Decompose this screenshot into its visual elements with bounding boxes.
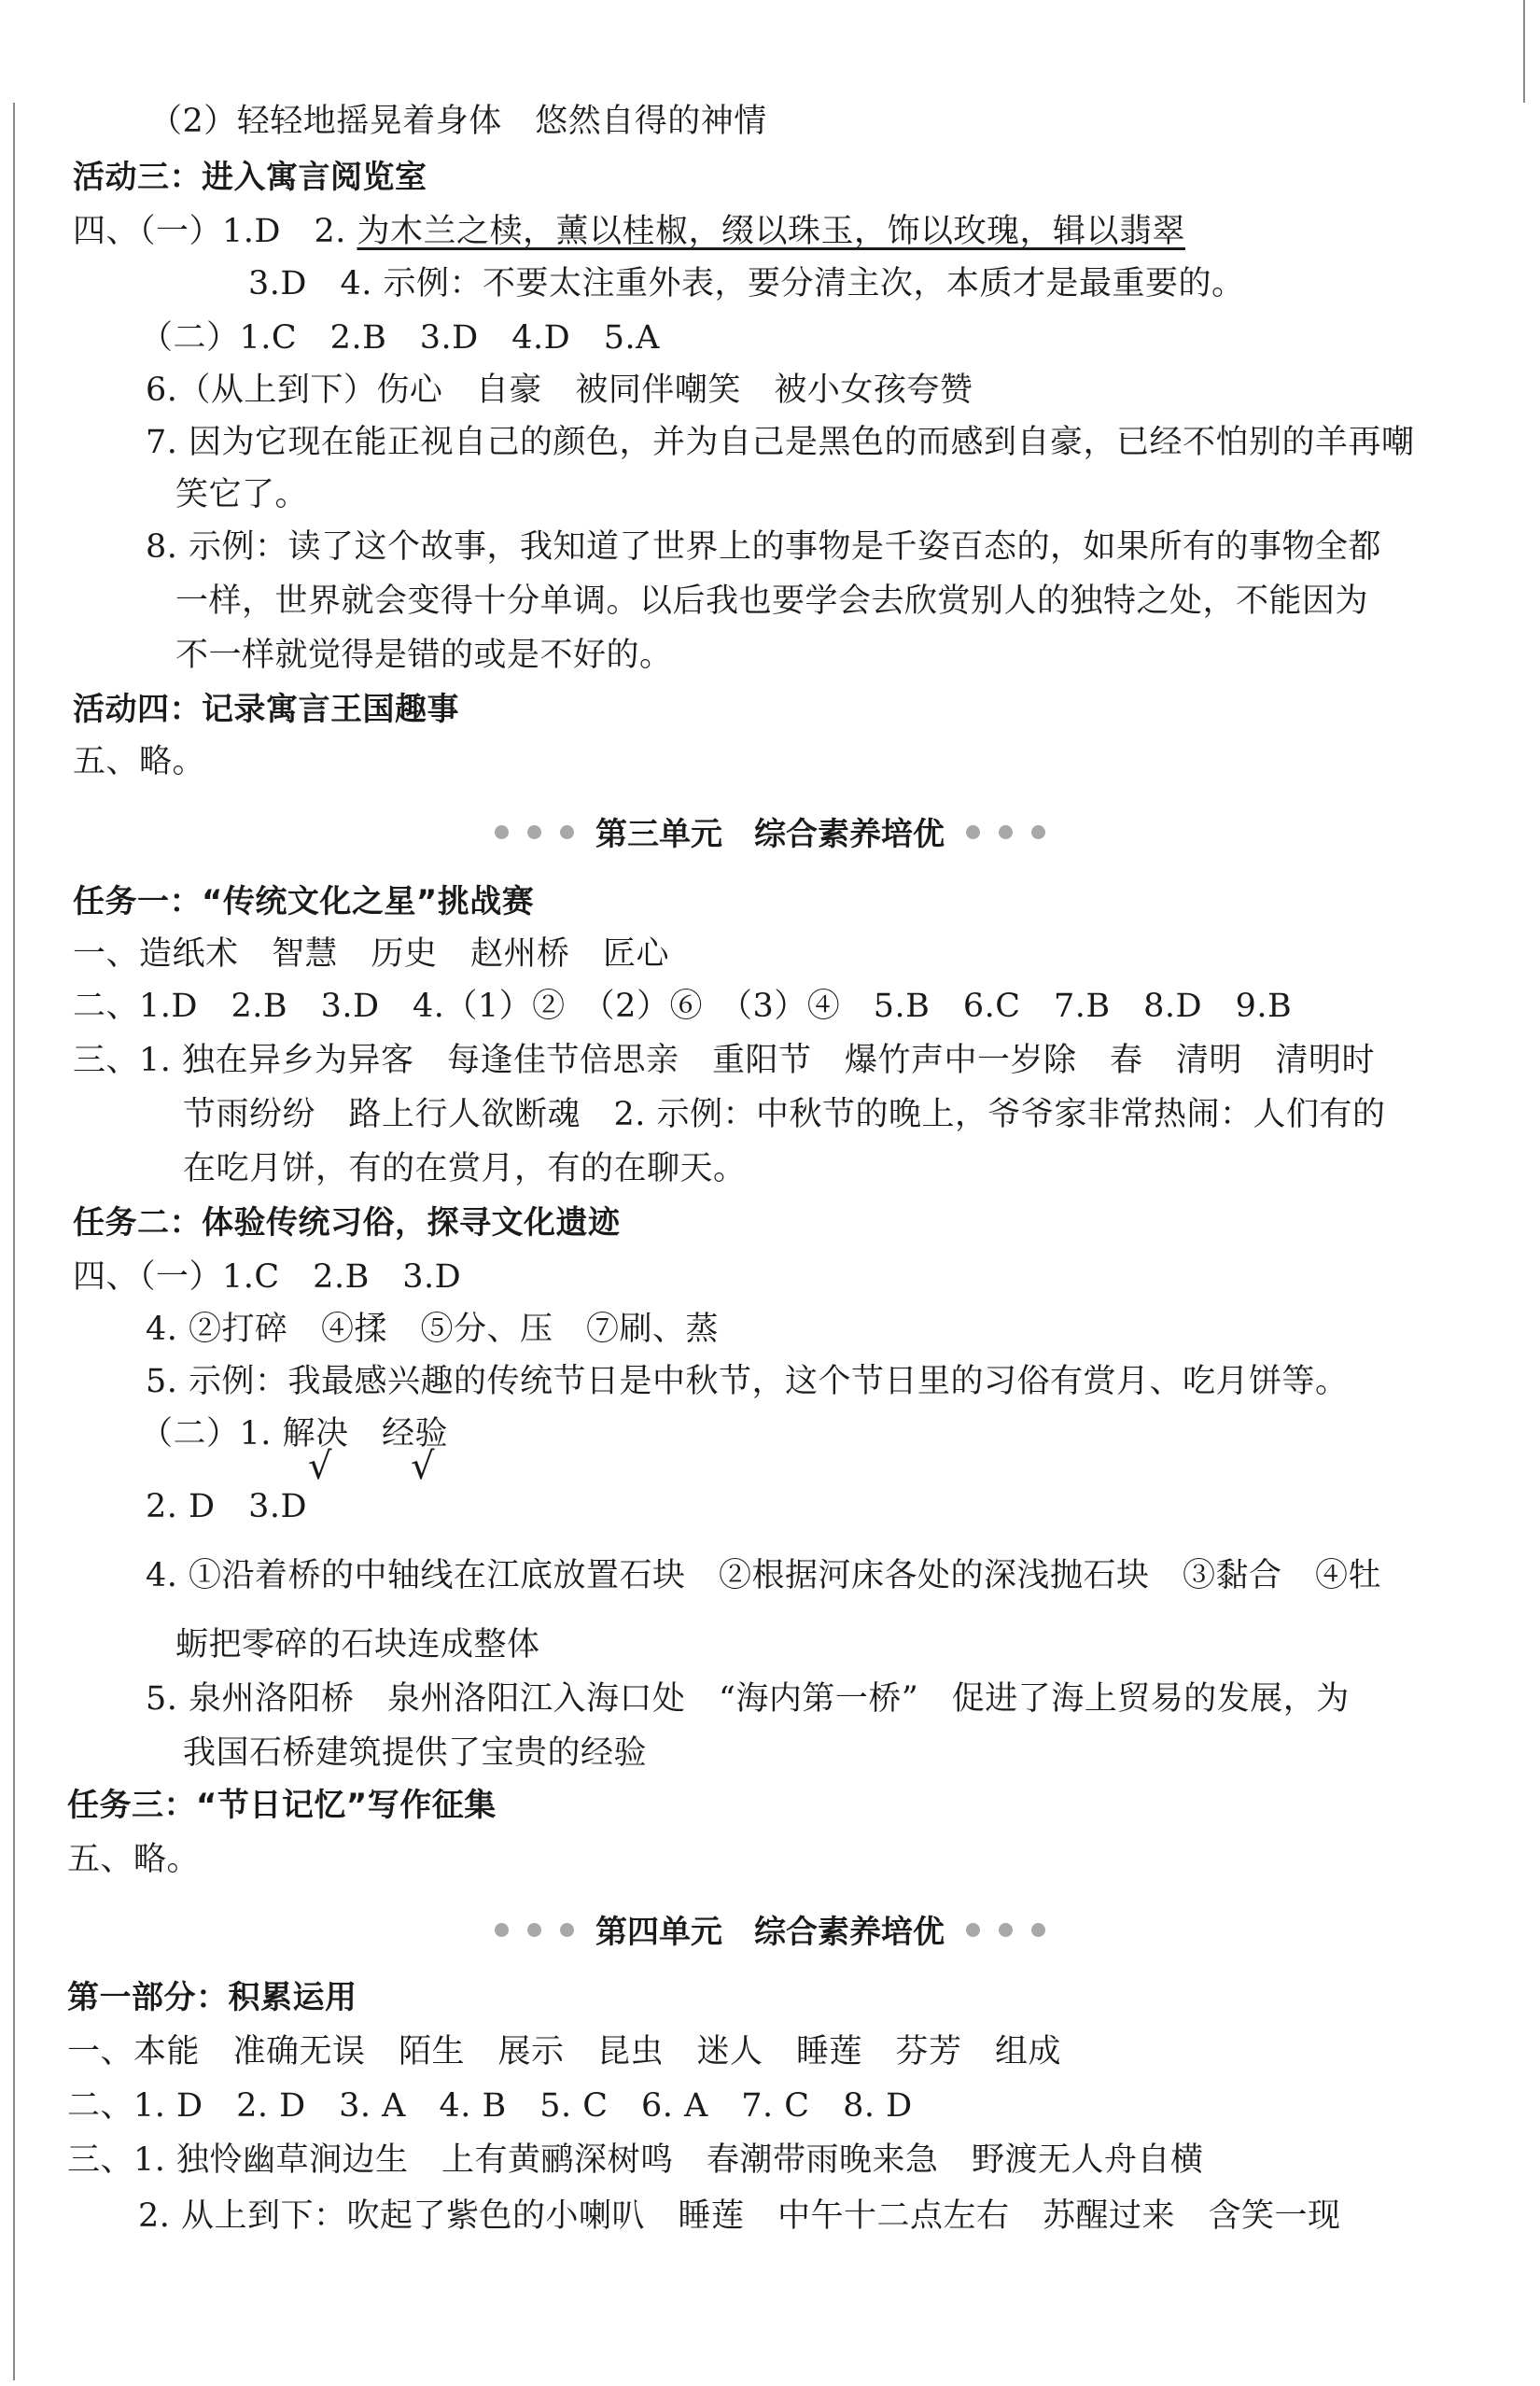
answer-line: 我国石桥建筑提供了宝贵的经验 xyxy=(183,1734,648,1772)
unit4-heading xyxy=(0,1906,1540,1952)
answer-line: 2. D 3.D xyxy=(146,1488,308,1525)
check-mark: √ xyxy=(411,1445,435,1488)
answer-line: 五、略。 xyxy=(73,743,206,780)
answer-line xyxy=(73,211,1185,252)
answer-line: （二）1. 解决 经验 xyxy=(140,1415,449,1453)
answer-line: （2）轻轻地摇晃着身体 悠然自得的神情 xyxy=(149,103,767,140)
task-heading: 任务二：体验传统习俗，探寻文化遗迹 xyxy=(73,1204,621,1242)
check-mark: √ xyxy=(308,1445,332,1488)
heading-dots-right xyxy=(957,1920,1055,1938)
answer-line: 不一样就觉得是错的或是不好的。 xyxy=(175,637,673,674)
heading-dots-right xyxy=(957,822,1055,840)
answer-line: 三、1. 独在异乡为异客 每逢佳节倍思亲 重阳节 爆竹声中一岁除 春 清明 清明时 xyxy=(73,1042,1376,1079)
answer-line: 6.（从上到下）伤心 自豪 被同伴嘲笑 被小女孩夸赞 xyxy=(146,372,973,409)
answer-line: 在吃月饼，有的在赏月，有的在聊天。 xyxy=(183,1150,747,1187)
heading-dots-left xyxy=(485,822,583,840)
answer-line: 二、1. D 2. D 3. A 4. B 5. C 6. A 7. C 8. D xyxy=(67,2087,913,2125)
answer-line: 四、（一）1.C 2.B 3.D xyxy=(73,1258,462,1296)
answer-line: 一样，世界就会变得十分单调。以后我也要学会去欣赏别人的独特之处，不能因为 xyxy=(175,582,1369,620)
answer-prefix: 四、（一）1.D 2. xyxy=(73,213,357,250)
activity-heading: 活动四：记录寓言王国趣事 xyxy=(73,691,459,728)
answer-line: 五、略。 xyxy=(67,1841,201,1878)
answer-line: （二）1.C 2.B 3.D 4.D 5.A xyxy=(140,319,660,357)
answer-line: 4. ②打碎 ④揉 ⑤分、压 ⑦刷、蒸 xyxy=(146,1311,720,1348)
answer-line: 一、造纸术 智慧 历史 赵州桥 匠心 xyxy=(73,935,670,973)
part-heading: 第一部分：积累运用 xyxy=(67,1979,357,2016)
answer-line: 三、1. 独怜幽草涧边生 上有黄鹂深树鸣 春潮带雨晚来急 野渡无人舟自横 xyxy=(67,2141,1204,2179)
task-heading: 任务三：“节日记忆”写作征集 xyxy=(67,1787,497,1824)
answer-line: 2. 从上到下：吹起了紫色的小喇叭 睡莲 中午十二点左右 苏醒过来 含笑一现 xyxy=(138,2197,1341,2235)
unit-title: 第四单元 综合素养培优 xyxy=(595,1914,945,1951)
answer-line: 笑它了。 xyxy=(175,476,309,513)
answer-line: 二、1.D 2.B 3.D 4.（1）② （2）⑥ （3）④ 5.B 6.C 7.B 8.D 9.B xyxy=(73,988,1293,1025)
underlined-answer: 为木兰之椟，薰以桂椒，缀以珠玉，饰以玫瑰，辑以翡翠 xyxy=(357,213,1185,250)
answer-line: 8. 示例：读了这个故事，我知道了世界上的事物是千姿百态的，如果所有的事物全都 xyxy=(146,528,1382,566)
answer-line: 4. ①沿着桥的中轴线在江底放置石块 ②根据河床各处的深浅抛石块 ③黏合 ④牡 xyxy=(146,1557,1382,1594)
unit3-heading xyxy=(0,808,1540,854)
answer-line: 5. 示例：我最感兴趣的传统节日是中秋节，这个节日里的习俗有赏月、吃月饼等。 xyxy=(146,1363,1349,1400)
heading-dots-left xyxy=(485,1920,583,1938)
left-margin-rule xyxy=(13,103,15,2380)
activity-heading: 活动三：进入寓言阅览室 xyxy=(73,159,427,196)
right-margin-rule xyxy=(1523,0,1525,103)
answer-line: 5. 泉州洛阳桥 泉州洛阳江入海口处 “海内第一桥” 促进了海上贸易的发展，为 xyxy=(146,1680,1350,1718)
answer-line: 7. 因为它现在能正视自己的颜色，并为自己是黑色的而感到自豪，已经不怕别的羊再嘲 xyxy=(146,424,1415,461)
answer-line: 一、本能 准确无误 陌生 展示 昆虫 迷人 睡莲 芬芳 组成 xyxy=(67,2033,1062,2070)
answer-line: 蛎把零碎的石块连成整体 xyxy=(175,1626,540,1663)
answer-line: 节雨纷纷 路上行人欲断魂 2. 示例：中秋节的晚上，爷爷家非常热闹：人们有的 xyxy=(183,1096,1386,1133)
answer-line: 3.D 4. 示例：不要太注重外表，要分清主次，本质才是最重要的。 xyxy=(248,265,1245,302)
task-heading: 任务一：“传统文化之星”挑战赛 xyxy=(73,883,535,920)
unit-title: 第三单元 综合素养培优 xyxy=(595,816,945,853)
